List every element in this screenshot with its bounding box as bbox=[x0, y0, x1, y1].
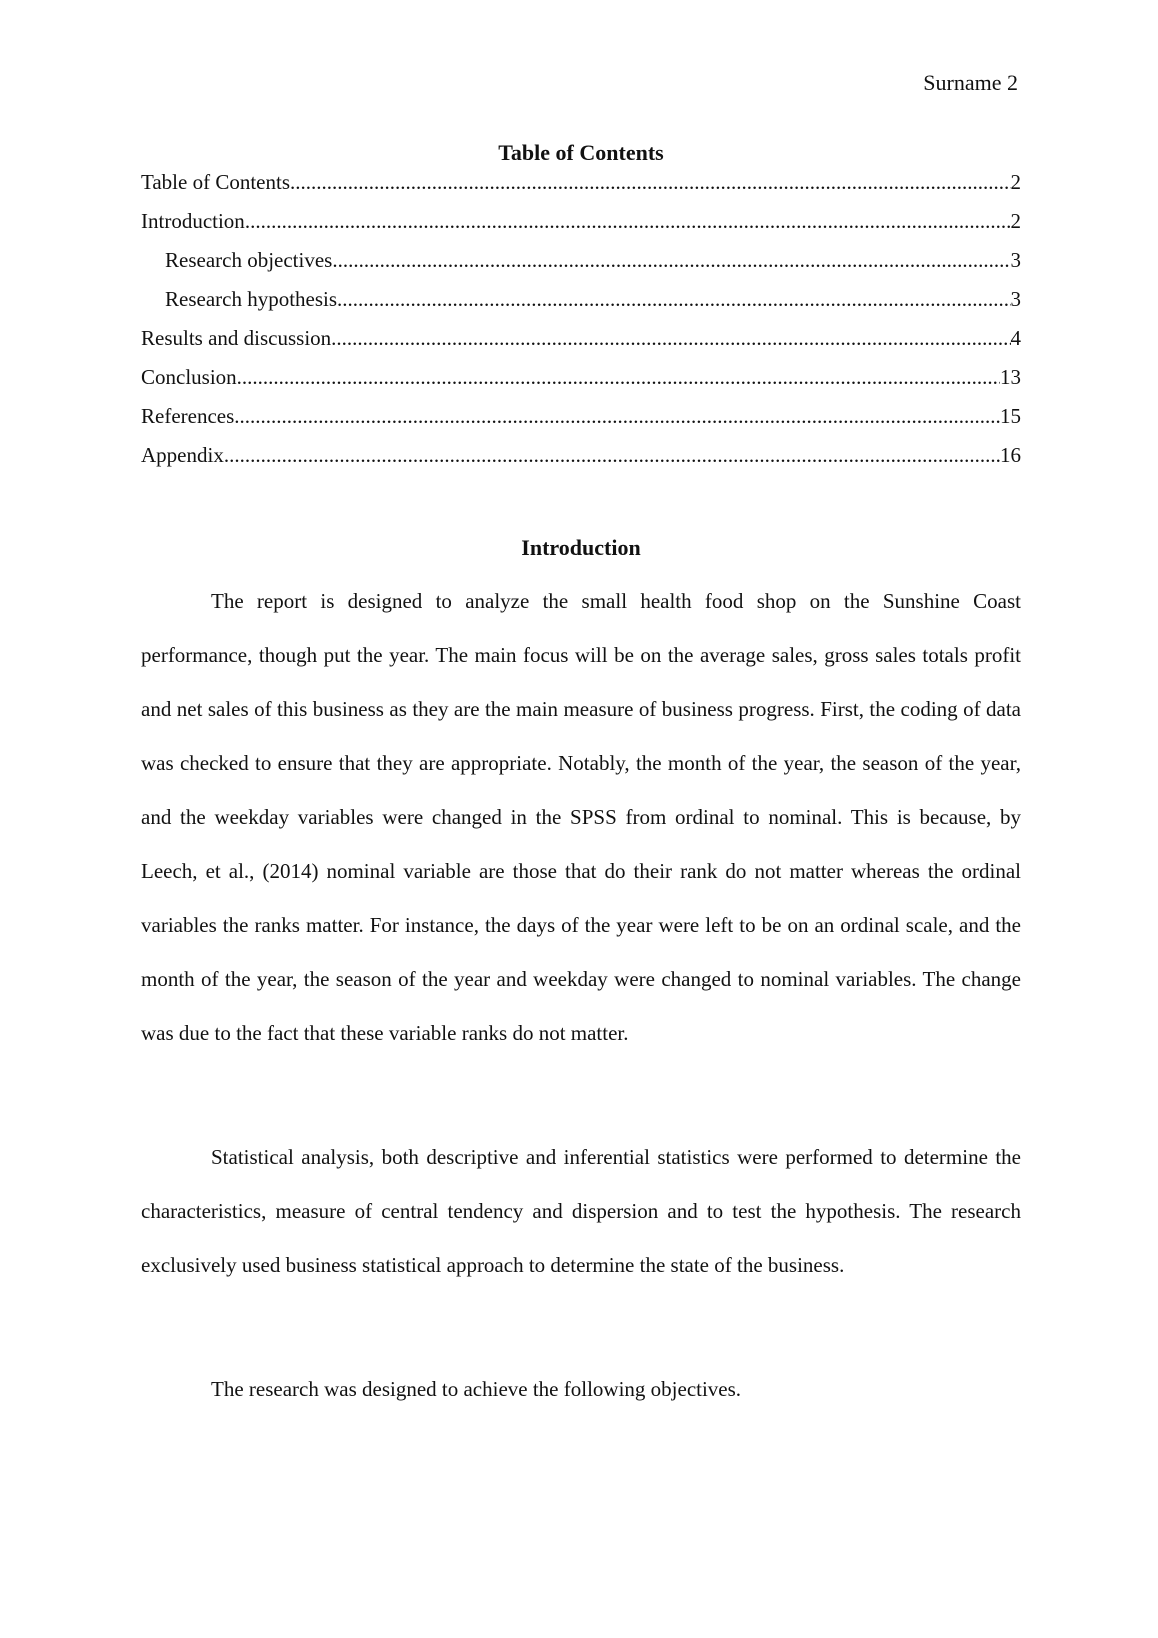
toc-leader-dots bbox=[234, 403, 1000, 429]
introduction-paragraph: Statistical analysis, both descriptive and inferential statistics were performed to determine the characteristics, measure of central tendency and dispersion and to test the hypothesis. The research exclusively used business statistical approach to determine the state of the business. bbox=[141, 1145, 1021, 1277]
toc-entry-page: 3 bbox=[1010, 248, 1021, 272]
toc-entry-research-hypothesis[interactable] bbox=[141, 286, 1021, 325]
toc-entry-conclusion[interactable] bbox=[141, 364, 1021, 403]
toc-entry-page: 2 bbox=[1010, 209, 1021, 233]
toc-entry-table-of-contents[interactable] bbox=[141, 169, 1021, 208]
toc-entry-page: 15 bbox=[1000, 404, 1021, 428]
toc-entry-page: 4 bbox=[1010, 326, 1021, 350]
toc-leader-dots bbox=[331, 325, 1010, 351]
toc-entry-label: Appendix bbox=[141, 443, 224, 467]
toc-entry-introduction[interactable] bbox=[141, 208, 1021, 247]
toc-entry-research-objectives[interactable] bbox=[141, 247, 1021, 286]
toc-heading: Table of Contents bbox=[498, 140, 664, 165]
introduction-heading: Introduction bbox=[521, 535, 641, 560]
toc-entry-page: 13 bbox=[1000, 365, 1021, 389]
toc-entry-label: Research hypothesis bbox=[165, 287, 338, 311]
toc-entry-label: Table of Contents bbox=[141, 170, 290, 194]
introduction-paragraph: The research was designed to achieve the following objectives. bbox=[211, 1377, 742, 1401]
toc-entry-label: Results and discussion bbox=[141, 326, 332, 350]
toc-entry-references[interactable] bbox=[141, 403, 1021, 442]
toc-leader-dots bbox=[332, 247, 1010, 273]
toc-entry-label: Conclusion bbox=[141, 365, 237, 389]
toc-entry-page: 16 bbox=[1000, 443, 1021, 467]
toc-entry-label: Introduction bbox=[141, 209, 245, 233]
toc-entry-results-and-discussion[interactable] bbox=[141, 325, 1021, 364]
toc-leader-dots bbox=[337, 286, 1010, 312]
toc-entry-appendix[interactable] bbox=[141, 442, 1021, 481]
toc-leader-dots bbox=[224, 442, 1000, 468]
introduction-paragraph: The report is designed to analyze the small health food shop on the Sunshine Coast performance, though put the year. The main focus will be on the average sales, gross sales totals profit and net sales of this business as they are the main measure of business progress. First, the coding of data was checked to ensure that they are appropriate. Notably, the month of the year, the season of the year, and the weekday variables were changed in the SPSS from ordinal to nominal. This is because, by Leech, et al., (2014) nominal variable are those that do their rank do not matter whereas the ordinal variables the ranks matter. For instance, the days of the year were left to be on an ordinal scale, and the month of the year, the season of the year and weekday were changed to nominal variables. The change was due to the fact that these variable ranks do not matter. bbox=[141, 589, 1021, 1045]
toc-leader-dots bbox=[245, 208, 1011, 234]
toc-leader-dots bbox=[237, 364, 1000, 390]
toc-entry-label: References bbox=[141, 404, 235, 428]
toc-entry-page: 2 bbox=[1010, 170, 1021, 194]
toc-leader-dots bbox=[290, 169, 1011, 195]
toc-entry-page: 3 bbox=[1010, 287, 1021, 311]
running-header: Surname 2 bbox=[923, 70, 1018, 95]
toc-entry-label: Research objectives bbox=[165, 248, 333, 272]
table-of-contents bbox=[141, 169, 1021, 481]
